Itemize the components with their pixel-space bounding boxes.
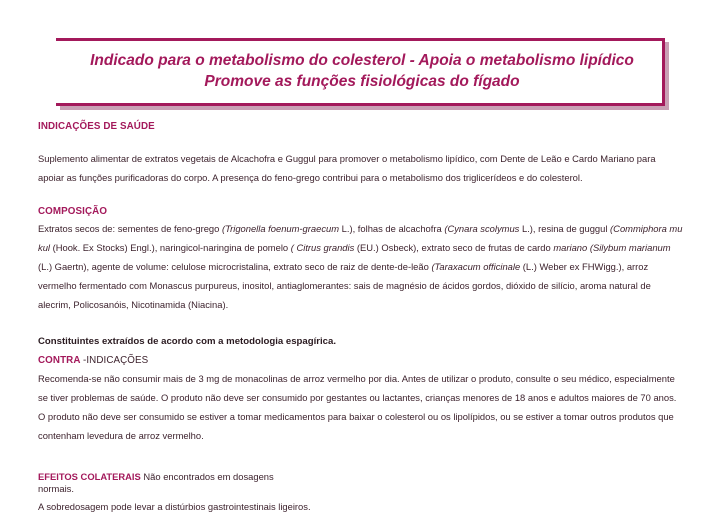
banner-title (56, 50, 668, 92)
composicao-part: L.), folhas de alcachofra (339, 223, 445, 234)
section-contra (38, 355, 684, 445)
composicao-part-italic: mariano (Silybum marianum (553, 242, 671, 253)
contra-heading-bold: CONTRA (38, 355, 83, 366)
composicao-part: (Hook. Ex Stocks) Engl.), naringicol-naringina de pomelo (49, 242, 291, 253)
composicao-heading: COMPOSIÇÃO (38, 206, 108, 217)
composicao-part-italic: ( Citrus grandis (290, 242, 355, 253)
composicao-part-italic: (Taraxacum officinale (431, 261, 521, 272)
indicacoes-text: Suplemento alimentar de extratos vegetais de Alcachofra e Guggul para promover o metabolismo lipídico, com Dente de Leão e Cardo Mariano para apoiar as funções purificadoras do corpo. A presença do feno-grego contribui para o metabolismo dos triglicerídeos e do colesterol. (38, 153, 656, 183)
banner-line-1: Indicado para o metabolismo do colesterol - Apoia o metabolismo lipídico (90, 52, 634, 69)
contra-text: Recomenda-se não consumir mais de 3 mg de monacolinas de arroz vermelho por dia. Antes de utilizar o produto, consulte o seu médico, especialmente se tiver problemas de saúde. O produto não deve ser consumido por gestantes ou lactantes, crianças menores de 18 anos e adultos maiores de 70 anos. O produto não deve ser consumido se estiver a tomar medicamentos para baixar o colesterol ou os lipolípidos, ou se estiver a tomar outros produtos que contenham levedura de arroz vermelho. (38, 373, 677, 441)
composicao-note: Constituintes extraídos de acordo com a metodologia espagírica. (38, 336, 337, 347)
efeitos-heading: EFEITOS COLATERAIS (38, 471, 141, 482)
efeitos-line-1 (38, 471, 684, 483)
composicao-part-italic: (Commiphora mu kul (38, 223, 683, 253)
banner-line-2: Promove as funções fisiológicas do fígado (204, 73, 520, 90)
efeitos-line-3: A sobredosagem pode levar a distúrbios gastrointestinais ligeiros. (38, 501, 311, 512)
composicao-part: (EU.) Osbeck), extrato seco de frutas de cardo (354, 242, 554, 253)
composicao-part: (L.) Weber ex FHWigg.), arroz vermelho fermentado com Monascus purpureus, inositol, antiaglomerantes: sais de magnésio de ácidos gordos, dióxido de silício, aroma natural de alecrim, Policosanóis, Nicotinamida (Niacina). (38, 261, 651, 310)
contra-heading (38, 355, 684, 366)
section-efeitos (38, 471, 684, 516)
composicao-part: Extratos secos de: sementes de feno-grego (38, 223, 222, 234)
composicao-part-italic: (Trigonella foenum-graecum (221, 223, 340, 234)
composicao-part: (L.) Gaertn), agente de volume: celulose microcristalina, extrato seco de raiz de dente-de-leão (38, 261, 432, 272)
contra-heading-rest: -INDICAÇÕES (82, 355, 149, 366)
indicacoes-heading: INDICAÇÕES DE SAÚDE (38, 121, 155, 132)
efeitos-line-2: normais. (38, 483, 74, 494)
section-indicacoes (38, 121, 684, 187)
composicao-text (38, 219, 684, 314)
section-composicao (38, 206, 684, 347)
composicao-part-italic: (Cynara scolymus (444, 223, 520, 234)
efeitos-text-1a: Não encontrados em dosagens (140, 471, 274, 482)
composicao-part: L.), resina de guggul (519, 223, 611, 234)
